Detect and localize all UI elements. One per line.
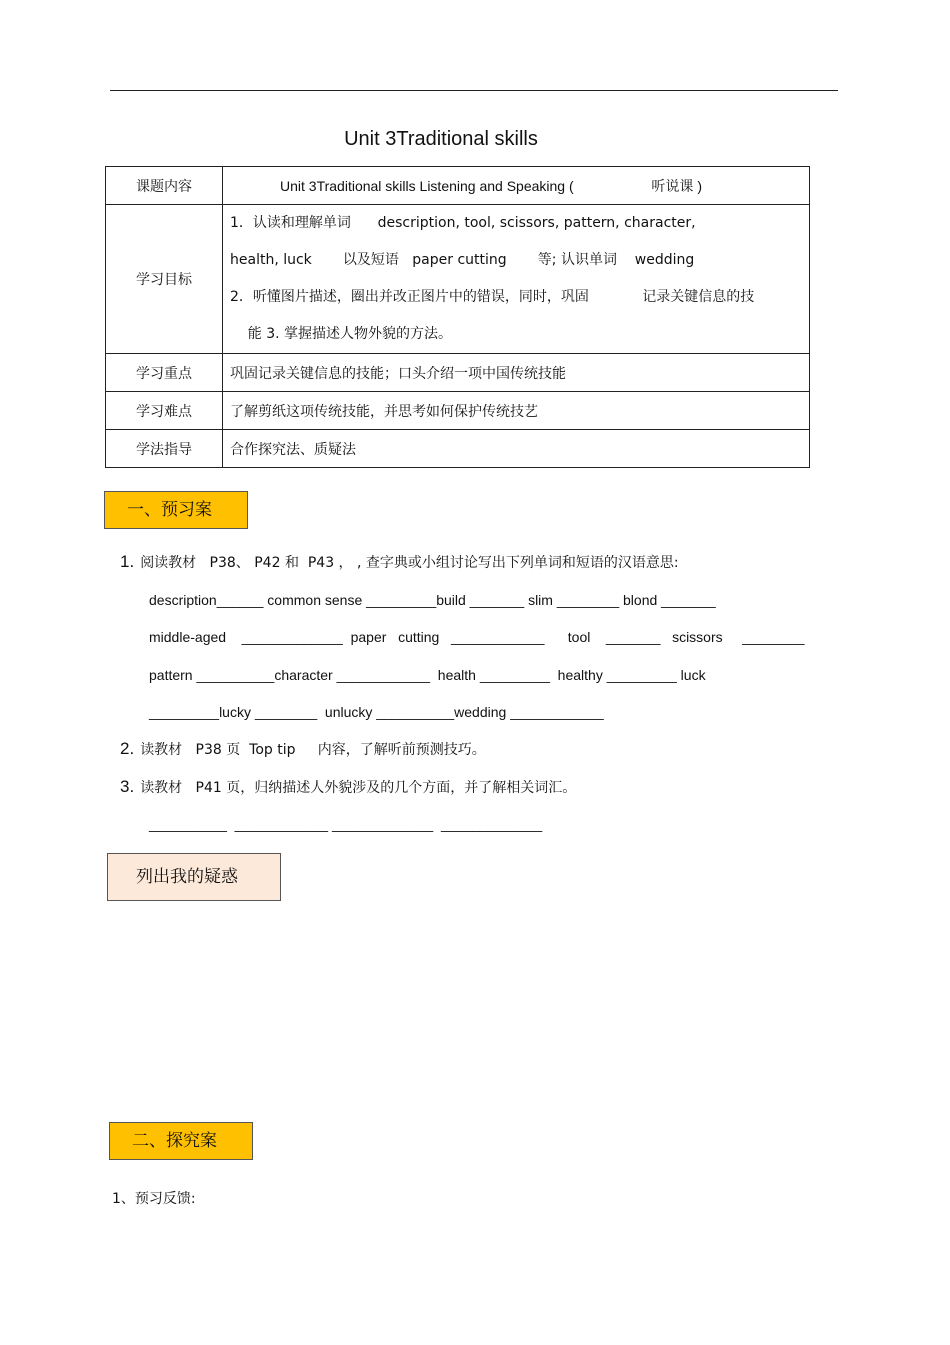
- question-number: 1.: [120, 552, 135, 571]
- goal-line: health, luck 以及短语 paper cutting 等; 认识单词 wedding: [230, 252, 695, 268]
- question-number: 2.: [120, 739, 135, 758]
- vocab-line: pattern __________character ____________ health _________ healthy _________ luck: [149, 667, 706, 683]
- row-label: 学习难点: [106, 392, 223, 430]
- goal-line: 2．听懂图片描述，圈出并改正图片中的错误，同时，巩固 记录关键信息的技: [230, 289, 755, 305]
- goal-line: 1．认读和理解单词 description, tool, scissors, pattern, character,: [230, 215, 696, 231]
- goal-line: 能 3. 掌握描述人物外貌的方法。: [230, 326, 453, 342]
- section-heading-explore: 二、探究案: [109, 1122, 253, 1160]
- doubts-box: 列出我的疑惑: [107, 853, 281, 901]
- lesson-info-table: [105, 166, 810, 468]
- row-value: [223, 205, 810, 354]
- page-title: Unit 3Traditional skills: [344, 128, 538, 150]
- question-text: 读教材 P38 页 Top tip 内容，了解听前预测技巧。: [140, 742, 486, 758]
- row-label: 学法指导: [106, 430, 223, 468]
- row-label: 课题内容: [106, 167, 223, 205]
- row-value: Unit 3Traditional skills Listening and Speaking ( 听说课 ): [223, 167, 810, 205]
- question-text: 读教材 P41 页，归纳描述人外貌涉及的几个方面，并了解相关词汇。: [140, 780, 577, 796]
- table-row: [106, 392, 810, 430]
- question-1: [120, 552, 679, 572]
- question-2: [120, 739, 486, 759]
- answer-blanks: __________ ____________ _____________ _____________: [149, 816, 543, 832]
- header-rule: [110, 90, 838, 91]
- vocab-line: _________lucky ________ unlucky __________wedding ____________: [149, 704, 604, 720]
- question-number: 3.: [120, 777, 135, 796]
- table-row: [106, 430, 810, 468]
- row-value: 合作探究法、质疑法: [223, 430, 810, 468]
- table-row: [106, 167, 810, 205]
- question-3: [120, 777, 576, 797]
- table-row: [106, 354, 810, 392]
- row-value: 巩固记录关键信息的技能；口头介绍一项中国传统技能: [223, 354, 810, 392]
- row-label: 学习目标: [106, 205, 223, 354]
- vocab-line: description______ common sense _________build _______ slim ________ blond _______: [149, 592, 716, 608]
- question-text: 阅读教材 P38、 P42 和 P43 ， , 查字典或小组讨论写出下列单词和短语的汉语意思:: [140, 555, 679, 571]
- vocab-line: middle-aged _____________ paper cutting ____________ tool _______ scissors ________: [149, 629, 805, 645]
- table-row: [106, 205, 810, 354]
- row-value: 了解剪纸这项传统技能，并思考如何保护传统技艺: [223, 392, 810, 430]
- row-label: 学习重点: [106, 354, 223, 392]
- section-heading-preview: 一、预习案: [104, 491, 248, 529]
- feedback-heading: 1、预习反馈:: [112, 1191, 196, 1207]
